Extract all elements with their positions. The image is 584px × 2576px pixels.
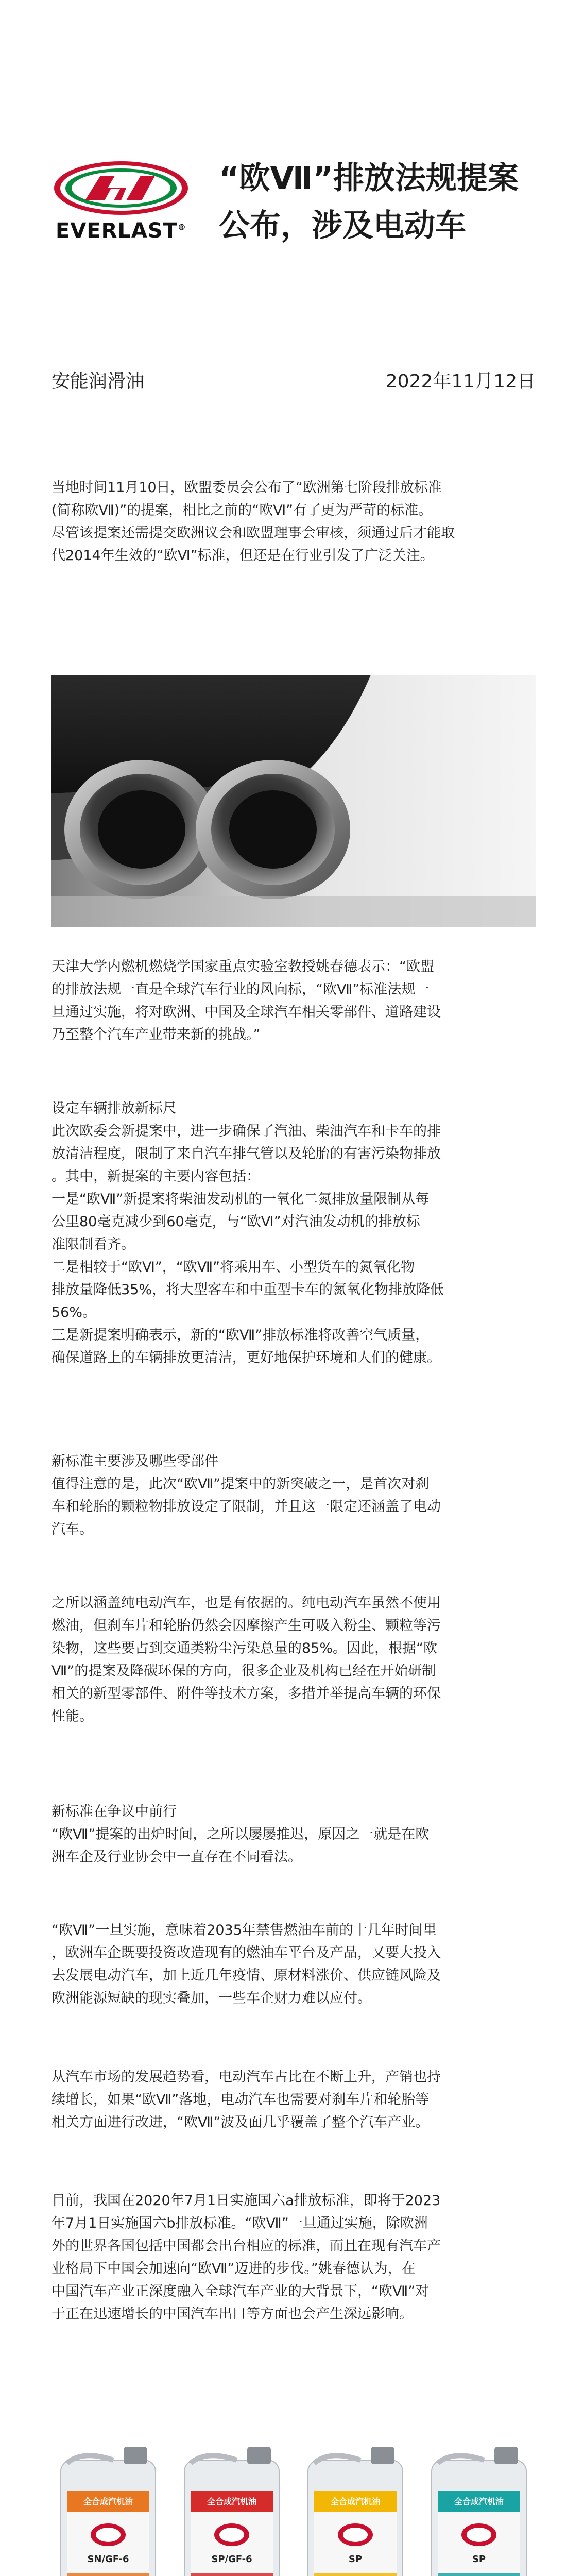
paragraph-line: 尽管该提案还需提交欧洲议会和欧盟理事会审核，须通过后才能取 [51,525,455,541]
article-author: 安能润滑油 [51,371,145,392]
paragraph-line: 性能。 [51,1708,93,1724]
paragraph-line: 天津大学内燃机燃烧学国家重点实验室教授姚春德表示：“欧盟 [51,959,434,975]
paragraph-line: 。其中，新提案的主要内容包括： [51,1168,260,1184]
oil-jug [422,2445,536,2576]
paragraph [51,1450,536,1541]
oil-jug [299,2445,412,2576]
paragraph-line: 放清洁程度，限制了来自汽车排气管以及轮胎的有害污染物排放 [51,1146,441,1162]
everlast-logo-icon [49,157,193,219]
paragraph-line: 确保道路上的车辆排放更清洁，更好地保护环境和人们的健康。 [51,1350,441,1366]
oil-jug [175,2445,288,2576]
title-line: 公布，涉及电动车 [219,208,466,244]
oil-jug [51,2445,165,2576]
product-grade: SP [472,2554,486,2565]
paragraph-line: 准限制看齐。 [51,1236,135,1252]
paragraph-line: ，欧洲车企既要投资改造现有的燃油车平台及产品，又要大投入 [51,1945,441,1961]
paragraph-line: 56%。 [51,1304,97,1320]
paragraph-line: 目前，我国在2020年7月1日实施国六a排放标准，即将于2023 [51,2193,441,2209]
exhaust-pipe-photo [51,675,536,927]
paragraph-line: 排放量降低35%，将大型客车和中重型卡车的氮氧化物排放降低 [51,1282,444,1298]
title-line: “欧Ⅶ”排放法规提案 [219,160,519,196]
paragraph-line: 一是“欧Ⅶ”新提案将柴油发动机的一氧化二氮排放量限制从每 [51,1191,430,1207]
paragraph-line: “欧Ⅶ”一旦实施，意味着2035年禁售燃油车前的十几年时间里 [51,1922,437,1938]
paragraph-line: 的排放法规一直是全球汽车行业的风向标，“欧Ⅶ”标准法规一 [51,981,430,997]
product-grade: SN/GF-6 [87,2554,129,2565]
paragraph [51,477,536,567]
paragraph-line: 于正在迅速增长的中国汽车出口等方面也会产生深远影响。 [51,2306,413,2322]
paragraph-line: 燃油，但刹车片和轮胎仍然会因摩擦产生可吸入粉尘、颗粒等污 [51,1618,441,1634]
paragraph-line: 新标准主要涉及哪些零部件 [51,1453,218,1469]
paragraph-line: 相关方面进行改进，“欧Ⅶ”波及面几乎覆盖了整个汽车产业。 [51,2114,430,2130]
paragraph-line: 乃至整个汽车产业带来新的挑战。” [51,1027,261,1043]
paragraph-line: 汽车。 [51,1521,93,1537]
paragraph [51,2190,536,2326]
paragraph-line: 公里80毫克减少到60毫克，与“欧Ⅵ”对汽油发动机的排放标 [51,1214,420,1230]
article-meta [51,367,536,393]
paragraph-line: 欧洲能源短缺的现实叠加，一些车企财力难以应付。 [51,1990,371,2006]
paragraph [51,1919,536,2010]
paragraph-line: “欧Ⅶ”提案的出炉时间，之所以屡屡推迟，原因之一就是在欧 [51,1826,430,1842]
paragraph-line: 车和轮胎的颗粒物排放设定了限制，并且这一限定还涵盖了电动 [51,1499,441,1515]
paragraph-line: 代2014年生效的“欧Ⅵ”标准，但还是在行业引发了广泛关注。 [51,548,434,564]
product-label: 全合成汽机油 [83,2497,133,2506]
paragraph [51,956,536,1046]
paragraph-line: 业格局下中国会加速向“欧Ⅶ”迈进的步伐。”姚春德认为，在 [51,2261,416,2277]
paragraph-line: 旦通过实施，将对欧洲、中国及全球汽车相关零部件、道路建设 [51,1004,441,1020]
paragraph-line: 相关的新型零部件、附件等技术方案，多措并举提高车辆的环保 [51,1686,441,1702]
paragraph-line: 染物，这些要占到交通类粉尘污染总量的85%。因此，根据“欧 [51,1640,437,1656]
product-lineup [51,2445,536,2576]
paragraph-line: 此次欧委会新提案中，进一步确保了汽油、柴油汽车和卡车的排 [51,1123,441,1139]
product-grade: SP/GF-6 [211,2554,252,2565]
paragraph-line: 年7月1日实施国六b排放标准。“欧Ⅶ”一旦通过实施，除欧洲 [51,2215,428,2231]
article-date: 2022年11月12日 [385,371,536,392]
article-title [219,155,548,249]
paragraph-line: 中国汽车产业正深度融入全球汽车产业的大背景下，“欧Ⅶ”对 [51,2283,430,2299]
paragraph-line: (简称欧Ⅶ)”的提案，相比之前的“欧Ⅵ”有了更为严苛的标准。 [51,502,433,518]
product-label: 全合成汽机油 [454,2497,504,2506]
exhaust-pipe-icon [51,675,536,927]
product-label: 全合成汽机油 [330,2497,380,2506]
paragraph-line: 去发展电动汽车，加上近几年疫情、原材料涨价、供应链风险及 [51,1968,441,1984]
paragraph [51,2066,536,2134]
paragraph [51,1592,536,1728]
paragraph-line: 洲车企及行业协会中一直存在不同看法。 [51,1849,302,1865]
paragraph-line: 续增长，如果“欧Ⅶ”落地，电动汽车也需要对刹车片和轮胎等 [51,2092,430,2108]
paragraph-line: 之所以涵盖纯电动汽车，也是有依据的。纯电动汽车虽然不使用 [51,1595,441,1611]
paragraph [51,1801,536,1869]
article-header [0,0,584,309]
brand-logo [49,157,193,247]
product-label: 全合成汽机油 [207,2497,256,2506]
paragraph-line: 外的世界各国包括中国都会出台相应的标准，而且在现有汽车产 [51,2238,441,2254]
logo-wordmark: EVERLAST® [56,219,186,243]
product-grade: SP [348,2554,363,2565]
paragraph-line: Ⅶ”的提案及降碳环保的方向，很多企业及机构已经在开始研制 [51,1663,436,1679]
paragraph-line: 新标准在争议中前行 [51,1804,177,1820]
paragraph-line: 二是相较于“欧Ⅵ”，“欧Ⅶ”将乘用车、小型货车的氮氧化物 [51,1259,415,1275]
paragraph-line: 三是新提案明确表示，新的“欧Ⅶ”排放标准将改善空气质量， [51,1327,430,1343]
paragraph-line: 值得注意的是，此次“欧Ⅶ”提案中的新突破之一，是首次对刹 [51,1476,430,1492]
paragraph [51,1097,536,1369]
paragraph-line: 当地时间11月10日，欧盟委员会公布了“欧洲第七阶段排放标准 [51,480,442,496]
paragraph-line: 从汽车市场的发展趋势看，电动汽车占比在不断上升，产销也持 [51,2069,441,2085]
paragraph-line: 设定车辆排放新标尺 [51,1100,177,1116]
